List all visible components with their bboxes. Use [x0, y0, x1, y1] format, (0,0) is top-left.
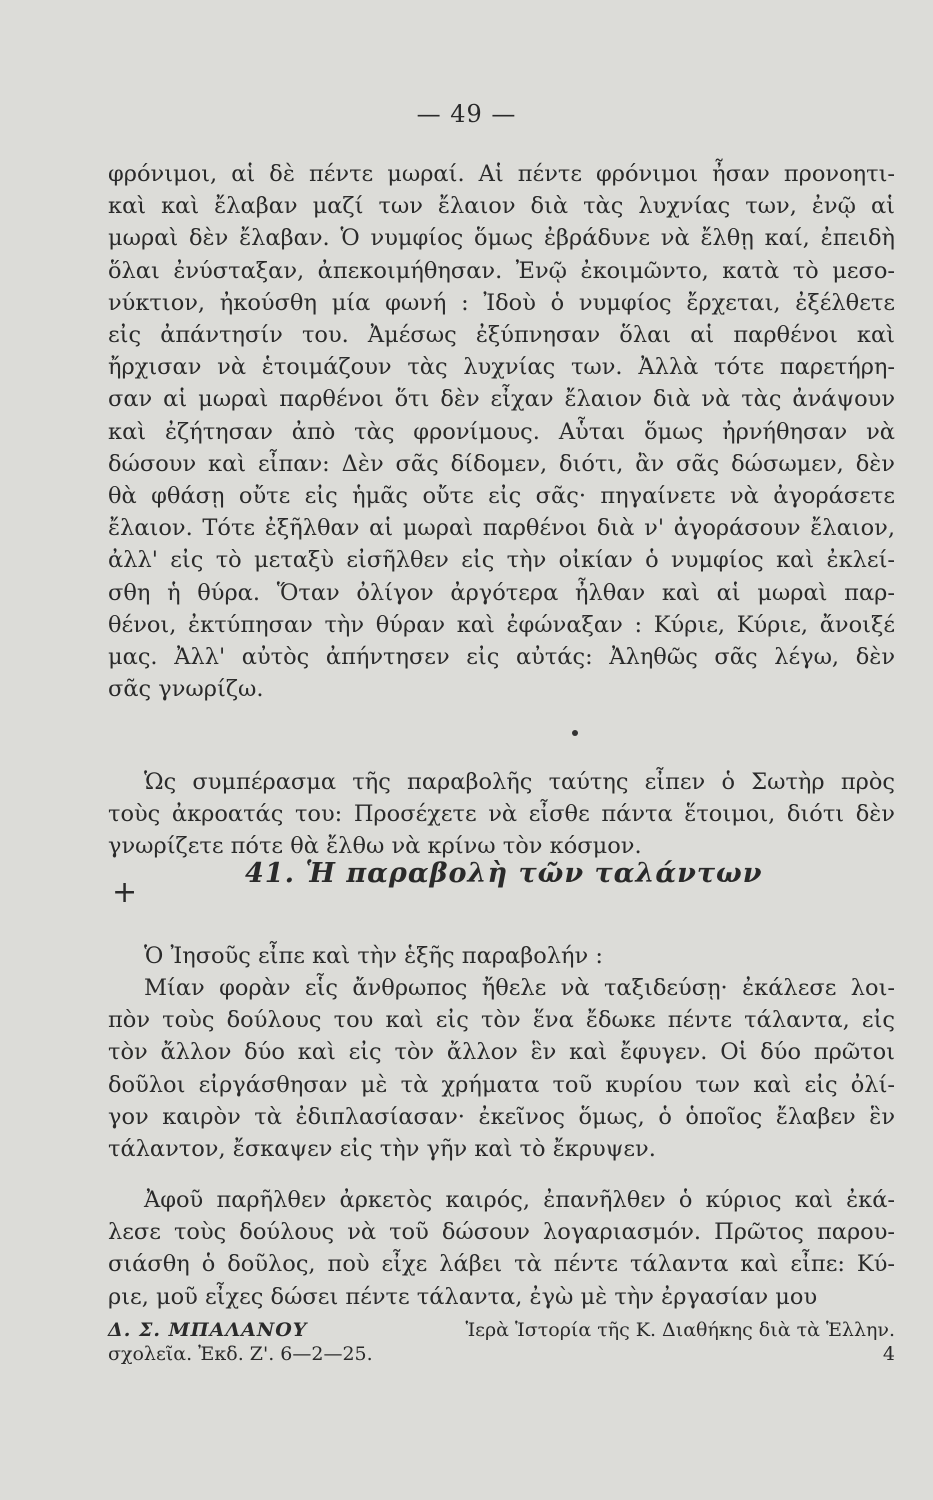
text-line: γον καιρὸν τὰ ἐδιπλασίασαν· ἐκεῖνος ὅμως, ὁ ὁποῖος ἔλαβεν ἓν: [108, 1103, 895, 1130]
text-line: σᾶς γνωρίζω.: [108, 676, 264, 703]
text-line: πὸν τοὺς δούλους του καὶ εἰς τὸν ἕνα ἔδωκε πέντε τάλαντα, εἰς: [108, 1007, 895, 1034]
footer-signature: 4: [882, 1343, 895, 1365]
footer-title: Ἱερὰ Ἱστορία τῆς Κ. Διαθήκης διὰ τὰ Ἑλλην.: [465, 1319, 895, 1341]
text-line: φρόνιμοι, αἱ δὲ πέντε μωραί. Αἱ πέντε φρόνιμοι ἦσαν προνοητι-: [108, 161, 895, 187]
footer-author: Δ. Σ. ΜΠΑΛΑΝΟΥ: [108, 1319, 308, 1341]
text-line: τάλαντον, ἔσκαψεν εἰς τὴν γῆν καὶ τὸ ἔκρυψεν.: [108, 1136, 656, 1162]
text-line: μωραὶ δὲν ἔλαβαν. Ὁ νυμφίος ὅμως ἐβράδυνε νὰ ἔλθῃ καί, ἐπειδὴ: [108, 225, 895, 252]
text-line: ἔλαιον. Τότε ἐξῆλθαν αἱ μωραὶ παρθένοι διὰ ν' ἀγοράσουν ἔλαιον,: [108, 515, 895, 542]
text-line: θένοι, ἐκτύπησαν τὴν θύραν καὶ ἐφώναξαν : Κύριε, Κύριε, ἄνοιξέ: [108, 611, 895, 638]
section-heading: 41. Ἡ παραβολὴ τῶν ταλάντων: [245, 858, 763, 889]
text-line: θὰ φθάσῃ οὔτε εἰς ἡμᾶς οὔτε εἰς σᾶς· πηγαίνετε νὰ ἀγοράσετε: [108, 483, 895, 509]
text-line: Ὡς συμπέρασμα τῆς παραβολῆς ταύτης εἶπεν ὁ Σωτὴρ πρὸς: [144, 769, 895, 795]
text-line: ριε, μοῦ εἶχες δώσει πέντε τάλαντα, ἐγὼ μὲ τὴν ἐργασίαν μου: [108, 1283, 818, 1310]
text-line: γνωρίζετε πότε θὰ ἔλθω νὰ κρίνω τὸν κόσμον.: [108, 833, 642, 860]
text-line: δώσουν καὶ εἶπαν: Δὲν σᾶς δίδομεν, διότι, ἂν σᾶς δώσωμεν, δὲν: [108, 450, 895, 477]
text-line: Ἀφοῦ παρῆλθεν ἀρκετὸς καιρός, ἐπανῆλθεν ὁ κύριος καὶ ἐκά-: [144, 1187, 895, 1213]
text-line: τοὺς ἀκροατάς του: Προσέχετε νὰ εἶσθε πάντα ἕτοιμοι, διότι δὲν: [108, 801, 895, 828]
page-number: — 49 —: [416, 100, 517, 128]
footer-edition: σχολεῖα. Ἐκδ. Ζ'. 6—2—25.: [108, 1343, 373, 1365]
text-line: σιάσθη ὁ δοῦλος, ποὺ εἶχε λάβει τὰ πέντε τάλαντα καὶ εἶπε: Κύ-: [108, 1251, 895, 1278]
text-line: σθη ἡ θύρα. Ὅταν ὀλίγον ἀργότερα ἦλθαν καὶ αἱ μωραὶ παρ-: [108, 579, 895, 606]
text-line: νύκτιον, ἠκούσθη μία φωνή : Ἰδοὺ ὁ νυμφίος ἔρχεται, ἐξέλθετε: [108, 289, 895, 316]
text-line: Μίαν φορὰν εἷς ἄνθρωπος ἤθελε νὰ ταξιδεύσῃ· ἐκάλεσε λοι-: [144, 975, 895, 1001]
text-line: εἰς ἀπάντησίν του. Ἀμέσως ἐξύπνησαν ὅλαι αἱ παρθένοι καὶ: [108, 322, 895, 348]
text-line: λεσε τοὺς δούλους νὰ τοῦ δώσουν λογαριασμόν. Πρῶτος παρου-: [108, 1219, 895, 1246]
text-line: καὶ καὶ ἔλαβαν μαζί των ἔλαιον διὰ τὰς λυχνίας των, ἐνῷ αἱ: [108, 193, 895, 220]
text-line: καὶ ἐζήτησαν ἀπὸ τὰς φρονίμους. Αὗται ὅμως ἠρνήθησαν νὰ: [108, 418, 895, 445]
text-line: τὸν ἄλλον δύο καὶ εἰς τὸν ἄλλον ἓν καὶ ἔφυγεν. Οἱ δύο πρῶτοι: [108, 1039, 895, 1066]
text-line: μας. Ἀλλ' αὐτὸς ἀπήντησεν εἰς αὐτάς: Ἀληθῶς σᾶς λέγω, δὲν: [108, 644, 895, 670]
text-line: ὅλαι ἐνύσταξαν, ἀπεκοιμήθησαν. Ἐνῷ ἐκοιμῶντο, κατὰ τὸ μεσο-: [108, 257, 895, 284]
footer: [108, 1318, 895, 1366]
ink-speck: [572, 730, 578, 736]
text-line: ἤρχισαν νὰ ἑτοιμάζουν τὰς λυχνίας των. Ἀλλὰ τότε παρετήρη-: [108, 354, 895, 381]
text-line: ἀλλ' εἰς τὸ μεταξὺ εἰσῆλθεν εἰς τὴν οἰκίαν ὁ νυμφίος καὶ ἐκλεί-: [108, 547, 895, 574]
text-line: σαν αἱ μωραὶ παρθένοι ὅτι δὲν εἶχαν ἔλαιον διὰ νὰ τὰς ἀνάψουν: [108, 386, 895, 413]
margin-cross-mark: +: [112, 875, 138, 910]
text-line: Ὁ Ἰησοῦς εἶπε καὶ τὴν ἑξῆς παραβολήν :: [144, 943, 603, 969]
text-line: δοῦλοι εἰργάσθησαν μὲ τὰ χρήματα τοῦ κυρίου των καὶ εἰς ὀλί-: [108, 1071, 895, 1098]
